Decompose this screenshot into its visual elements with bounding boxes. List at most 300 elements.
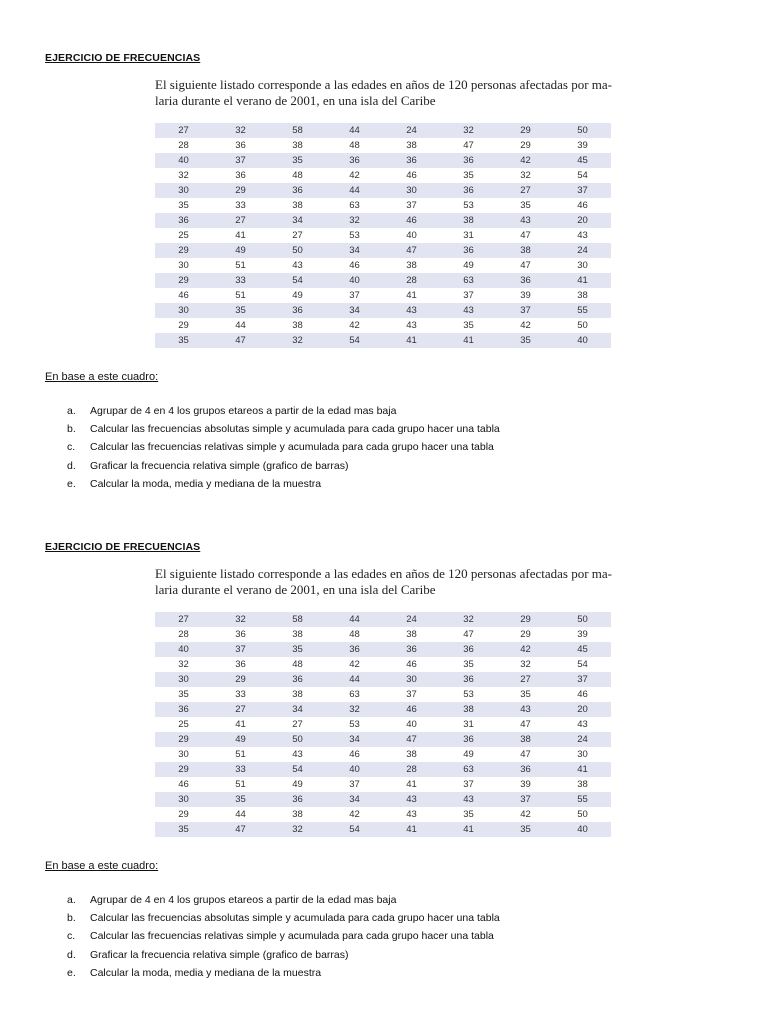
task-letter: a. [67,894,76,906]
intro-line: El siguiente listado corresponde a las edades en años de 120 personas afectadas por ma- [155,566,613,581]
table-cell: 46 [326,747,383,762]
table-cell: 28 [383,273,440,288]
table-cell: 38 [269,318,326,333]
table-row [155,213,611,228]
table-cell: 44 [212,318,269,333]
table-cell: 46 [326,258,383,273]
table-cell: 38 [440,213,497,228]
table-cell: 47 [497,717,554,732]
intro-line: El siguiente listado corresponde a las edades en años de 120 personas afectadas por ma- [155,77,613,92]
table-cell: 47 [440,627,497,642]
table-cell: 41 [383,288,440,303]
table-cell: 38 [497,732,554,747]
task-text: Calcular la moda, media y mediana de la muestra [90,966,322,979]
table-cell: 42 [326,168,383,183]
table-cell: 38 [383,258,440,273]
table-cell: 40 [554,333,611,348]
table-row [155,168,611,183]
table-cell: 40 [554,822,611,837]
table-cell: 40 [155,642,212,657]
table-cell: 24 [383,123,440,138]
table-cell: 46 [383,657,440,672]
table-cell: 53 [326,717,383,732]
table-cell: 42 [326,318,383,333]
table-cell: 35 [440,168,497,183]
task-letter: d. [67,948,76,961]
table-row [155,627,611,642]
table-cell: 48 [326,627,383,642]
table-cell: 41 [212,717,269,732]
table-cell: 46 [383,213,440,228]
table-cell: 35 [269,153,326,168]
task-text: Calcular las frecuencias relativas simple y acumulada para cada grupo hacer una tabla [90,930,494,943]
table-cell: 38 [269,807,326,822]
table-cell: 30 [155,258,212,273]
table-cell: 39 [554,627,611,642]
table-cell: 36 [269,303,326,318]
table-cell: 29 [155,318,212,333]
table-cell: 34 [326,792,383,807]
exercise-section [0,537,768,1025]
table-cell: 34 [269,702,326,717]
table-cell: 49 [212,732,269,747]
exercise-intro [155,566,625,598]
table-row [155,762,611,777]
table-cell: 42 [497,153,554,168]
table-cell: 35 [155,333,212,348]
table-row [155,303,611,318]
table-cell: 47 [497,258,554,273]
table-row [155,288,611,303]
table-cell: 40 [326,273,383,288]
table-cell: 29 [155,243,212,258]
table-row [155,702,611,717]
exercise-title: EJERCICIO DE FRECUENCIAS [45,541,201,553]
table-cell: 36 [212,138,269,153]
table-cell: 29 [497,123,554,138]
table-cell: 41 [440,333,497,348]
table-cell: 36 [440,243,497,258]
task-list [67,891,500,982]
exercise-section [0,48,768,536]
table-cell: 29 [497,627,554,642]
table-cell: 39 [554,138,611,153]
table-cell: 36 [269,792,326,807]
table-cell: 35 [440,807,497,822]
table-cell: 46 [554,198,611,213]
table-cell: 35 [269,642,326,657]
table-cell: 44 [326,672,383,687]
table-cell: 63 [440,273,497,288]
table-cell: 54 [269,273,326,288]
table-cell: 36 [269,183,326,198]
table-cell: 43 [383,792,440,807]
table-cell: 36 [212,627,269,642]
list-item [67,927,500,945]
table-cell: 41 [383,333,440,348]
table-cell: 39 [497,288,554,303]
table-cell: 43 [497,213,554,228]
table-cell: 41 [212,228,269,243]
ages-table [155,612,611,837]
table-cell: 48 [269,168,326,183]
table-cell: 40 [383,717,440,732]
table-cell: 36 [383,153,440,168]
table-cell: 29 [155,273,212,288]
table-cell: 35 [497,687,554,702]
table-row [155,333,611,348]
intro-line: laria durante el verano de 2001, en una isla del Caribe [155,582,436,597]
table-cell: 38 [554,288,611,303]
table-cell: 29 [155,762,212,777]
table-cell: 40 [326,762,383,777]
table-cell: 29 [497,138,554,153]
list-item [67,402,500,420]
table-cell: 47 [440,138,497,153]
table-cell: 29 [212,183,269,198]
table-cell: 33 [212,273,269,288]
table-cell: 43 [383,318,440,333]
table-cell: 36 [440,153,497,168]
table-cell: 30 [155,792,212,807]
table-cell: 32 [212,612,269,627]
table-cell: 39 [497,777,554,792]
table-cell: 54 [269,762,326,777]
table-cell: 51 [212,777,269,792]
table-cell: 55 [554,303,611,318]
table-cell: 38 [383,138,440,153]
table-cell: 24 [554,243,611,258]
list-item [67,420,500,438]
table-cell: 49 [440,747,497,762]
table-cell: 37 [326,777,383,792]
table-cell: 47 [383,243,440,258]
table-cell: 27 [497,672,554,687]
table-cell: 32 [155,657,212,672]
list-item [67,964,500,982]
intro-line: laria durante el verano de 2001, en una isla del Caribe [155,93,436,108]
table-cell: 45 [554,153,611,168]
table-cell: 30 [554,747,611,762]
table-cell: 43 [383,807,440,822]
table-cell: 36 [212,657,269,672]
table-cell: 45 [554,642,611,657]
table-cell: 53 [326,228,383,243]
table-cell: 43 [554,228,611,243]
table-cell: 30 [554,258,611,273]
table-cell: 43 [269,258,326,273]
table-cell: 38 [269,138,326,153]
table-cell: 27 [212,702,269,717]
table-cell: 47 [383,732,440,747]
table-cell: 32 [440,612,497,627]
task-text: Agrupar de 4 en 4 los grupos etareos a partir de la edad mas baja [90,894,397,906]
table-cell: 58 [269,123,326,138]
table-cell: 32 [326,213,383,228]
table-cell: 36 [269,672,326,687]
table-row [155,153,611,168]
table-cell: 38 [497,243,554,258]
table-cell: 51 [212,747,269,762]
table-cell: 40 [383,228,440,243]
list-item [67,457,500,475]
table-row [155,318,611,333]
task-text: Calcular las frecuencias absolutas simple y acumulada para cada grupo hacer una tabla [90,423,500,436]
table-cell: 28 [155,627,212,642]
table-cell: 36 [440,672,497,687]
task-letter: b. [67,912,76,925]
table-cell: 54 [554,168,611,183]
table-cell: 46 [155,777,212,792]
table-cell: 35 [497,198,554,213]
table-cell: 42 [497,642,554,657]
table-cell: 29 [497,612,554,627]
table-cell: 28 [383,762,440,777]
task-letter: e. [67,966,76,979]
table-cell: 32 [326,702,383,717]
table-cell: 35 [155,822,212,837]
table-cell: 54 [326,822,383,837]
table-cell: 30 [155,747,212,762]
table-cell: 35 [440,318,497,333]
table-cell: 38 [440,702,497,717]
table-row [155,822,611,837]
task-letter: d. [67,459,76,472]
list-item [67,909,500,927]
table-row [155,243,611,258]
table-cell: 35 [497,822,554,837]
table-cell: 37 [440,777,497,792]
table-cell: 27 [269,717,326,732]
table-cell: 47 [497,747,554,762]
table-cell: 32 [440,123,497,138]
table-cell: 55 [554,792,611,807]
table-cell: 25 [155,717,212,732]
table-cell: 29 [155,807,212,822]
table-cell: 32 [497,168,554,183]
table-cell: 30 [155,672,212,687]
table-cell: 36 [326,642,383,657]
table-cell: 42 [326,807,383,822]
table-cell: 36 [497,273,554,288]
table-cell: 42 [497,807,554,822]
table-cell: 46 [155,288,212,303]
table-cell: 29 [212,672,269,687]
task-text: Graficar la frecuencia relativa simple (grafico de barras) [90,459,349,472]
table-cell: 46 [554,687,611,702]
table-cell: 47 [212,333,269,348]
list-item [67,475,500,493]
table-cell: 53 [440,198,497,213]
table-cell: 44 [326,183,383,198]
table-cell: 43 [269,747,326,762]
table-cell: 30 [383,672,440,687]
table-cell: 33 [212,687,269,702]
table-cell: 41 [554,762,611,777]
table-cell: 35 [155,687,212,702]
table-cell: 38 [269,198,326,213]
table-cell: 37 [554,183,611,198]
table-row [155,687,611,702]
table-row [155,183,611,198]
table-cell: 35 [212,792,269,807]
table-row [155,807,611,822]
table-cell: 34 [326,732,383,747]
list-item [67,946,500,964]
table-cell: 50 [269,243,326,258]
table-cell: 32 [269,333,326,348]
table-cell: 38 [269,627,326,642]
table-row [155,732,611,747]
table-cell: 32 [269,822,326,837]
table-cell: 49 [212,243,269,258]
task-text: Graficar la frecuencia relativa simple (grafico de barras) [90,948,349,961]
table-cell: 38 [383,627,440,642]
table-cell: 24 [554,732,611,747]
task-text: Calcular la moda, media y mediana de la muestra [90,477,322,490]
list-item [67,438,500,456]
table-row [155,717,611,732]
table-row [155,138,611,153]
table-row [155,747,611,762]
table-cell: 43 [383,303,440,318]
table-cell: 50 [554,123,611,138]
table-cell: 58 [269,612,326,627]
table-cell: 30 [383,183,440,198]
table-cell: 54 [326,333,383,348]
table-cell: 35 [155,198,212,213]
table-cell: 44 [326,612,383,627]
table-cell: 36 [155,213,212,228]
table-cell: 32 [212,123,269,138]
table-cell: 48 [269,657,326,672]
table-row [155,228,611,243]
table-cell: 53 [440,687,497,702]
task-letter: e. [67,477,76,490]
table-cell: 43 [554,717,611,732]
table-cell: 37 [440,288,497,303]
table-cell: 41 [383,822,440,837]
task-letter: c. [67,930,76,943]
table-cell: 42 [497,318,554,333]
table-cell: 51 [212,288,269,303]
table-cell: 28 [155,138,212,153]
table-cell: 49 [269,288,326,303]
table-row [155,198,611,213]
table-cell: 32 [497,657,554,672]
table-cell: 27 [497,183,554,198]
table-cell: 36 [383,642,440,657]
table-row [155,642,611,657]
table-cell: 43 [497,702,554,717]
table-cell: 29 [155,732,212,747]
table-cell: 37 [497,792,554,807]
table-cell: 38 [383,747,440,762]
table-cell: 37 [212,153,269,168]
task-text: Calcular las frecuencias relativas simple y acumulada para cada grupo hacer una tabla [90,441,494,454]
table-cell: 50 [554,612,611,627]
table-cell: 63 [326,198,383,213]
table-cell: 46 [383,168,440,183]
table-cell: 37 [326,288,383,303]
table-row [155,657,611,672]
table-cell: 43 [440,792,497,807]
table-cell: 25 [155,228,212,243]
table-row [155,672,611,687]
table-cell: 36 [155,702,212,717]
exercise-title: EJERCICIO DE FRECUENCIAS [45,52,201,64]
table-cell: 30 [155,303,212,318]
table-cell: 47 [497,228,554,243]
table-cell: 36 [212,168,269,183]
table-cell: 40 [155,153,212,168]
table-cell: 37 [383,687,440,702]
table-cell: 44 [212,807,269,822]
table-cell: 35 [497,333,554,348]
table-cell: 49 [440,258,497,273]
table-row [155,792,611,807]
table-cell: 36 [497,762,554,777]
table-row [155,777,611,792]
table-cell: 44 [326,123,383,138]
table-cell: 31 [440,717,497,732]
table-cell: 48 [326,138,383,153]
prompt-text: En base a este cuadro: [45,860,159,872]
table-cell: 51 [212,258,269,273]
table-cell: 35 [212,303,269,318]
table-cell: 30 [155,183,212,198]
table-cell: 38 [269,687,326,702]
table-cell: 50 [269,732,326,747]
table-cell: 27 [155,123,212,138]
table-row [155,123,611,138]
table-cell: 42 [326,657,383,672]
table-cell: 50 [554,807,611,822]
task-text: Agrupar de 4 en 4 los grupos etareos a partir de la edad mas baja [90,405,397,417]
ages-table [155,123,611,348]
table-cell: 49 [269,777,326,792]
table-cell: 63 [440,762,497,777]
task-letter: b. [67,423,76,436]
table-cell: 27 [212,213,269,228]
task-list [67,402,500,493]
table-cell: 50 [554,318,611,333]
list-item [67,891,500,909]
table-cell: 41 [383,777,440,792]
table-cell: 36 [440,732,497,747]
table-cell: 33 [212,762,269,777]
table-cell: 37 [212,642,269,657]
table-cell: 54 [554,657,611,672]
prompt-text: En base a este cuadro: [45,371,159,383]
table-row [155,273,611,288]
table-cell: 32 [155,168,212,183]
table-cell: 41 [554,273,611,288]
task-letter: a. [67,405,76,417]
table-cell: 47 [212,822,269,837]
table-cell: 20 [554,213,611,228]
table-cell: 24 [383,612,440,627]
table-cell: 27 [269,228,326,243]
table-cell: 35 [440,657,497,672]
table-cell: 34 [269,213,326,228]
table-cell: 36 [440,642,497,657]
table-cell: 36 [440,183,497,198]
table-cell: 34 [326,243,383,258]
table-cell: 41 [440,822,497,837]
table-cell: 33 [212,198,269,213]
exercise-intro [155,77,625,109]
